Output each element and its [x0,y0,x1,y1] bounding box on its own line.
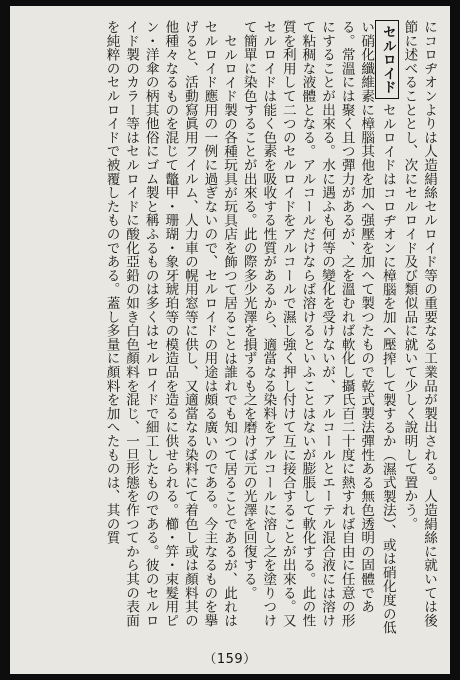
paragraph-text: にコロヂオンよりは人造絹絲セルロイド等の重要なる工業品が製出される。人造絹絲に就いては後節に述べることとし、次にセルロイド及び類似品に就いて少しく說明して置かう。 [401,20,437,628]
paragraph-celluloid [238,20,399,636]
paragraph-text: セルロイドはコロヂオンに樟腦を加へ壓搾して製するか（濕式製法）、或は硝化度の低い硝化纖維素に樟腦其他を加へ强壓を加へて製つたもので乾式製法彈性ある無色透明の固體である。常溫には聚く且つ彈力があるが、之を溫むれば軟化し攝氏百二十度に熱すれば自由に任意の形にすることが出來る。水に遇ふも何等の變化を受けないが、アルコールとエーテル混合液には溶けて粘稠な液體となる。アルコールだけならば溶けるといふことはないが膨脹して軟化する。此の性質を利用して二つのセルロイドをアルコールで濕し強く押し付けて互に接合することが出來る。又セルロイドは能く色素を吸收する性質があるから、適當なる染料をアルコールに溶し之を塗りつけて簡單に染色することが出來る。此の際多少光澤を損ずるも之を磨けば元の光澤を回復する。 [240,20,396,635]
page-number: （159） [203,652,257,667]
vertical-text-body [22,20,438,636]
paragraph-text: セルロイド製の各種玩具が玩具店を飾つて居ることは誰れでも知つて居ることであるが、此れはセルロイド應用の一例に過ぎないので、セルロイドの用途は頗る廣いのである。今主なるものを擧げると、活動寫眞用フイルム、人力車の幌用窓等に供し、又適當なる染料にて着色し或は顏料其の他種々なるものを混じて鼈甲・珊瑚・象牙琥珀等の模造品を造るに供せられる。櫛・笄・束髮用ピン・洋傘の柄其他俗にゴム製と稱ふるものは多くはセルロイドで細工したものである。彼のセルロイド製のカラー等はセルロイドに酸化亞鉛の如き白色顏料を混じ、一旦形態を作つてから其の表面を純粹のセルロイドで被覆したものである。蓋し多量に顏料を加へたものは、其の質 [103,20,238,628]
paragraph-uses [101,20,238,636]
section-heading-celluloid: セルロイド [375,20,399,99]
paragraph-intro [399,20,438,636]
book-page [10,6,450,674]
